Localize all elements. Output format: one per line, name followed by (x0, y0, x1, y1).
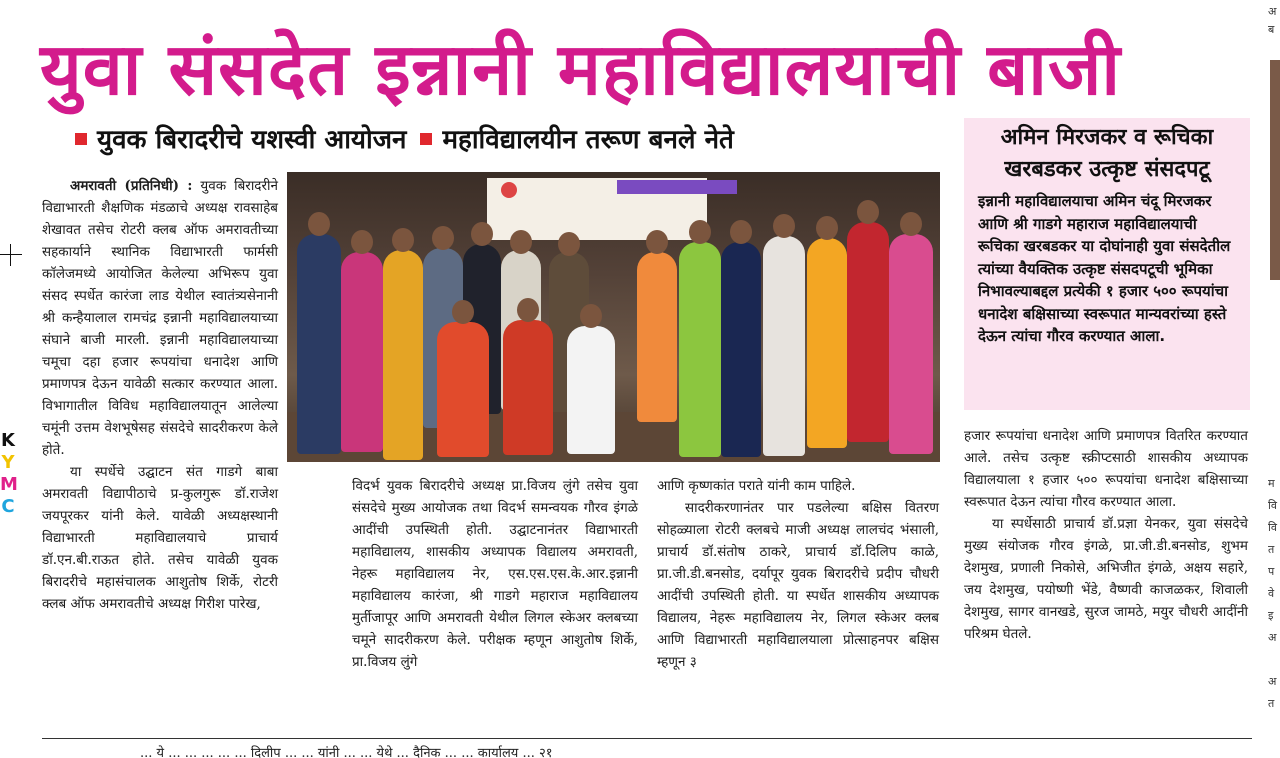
person-figure (679, 242, 721, 457)
registration-mark-icon (0, 244, 22, 266)
person-figure (637, 252, 677, 422)
subheadline (75, 120, 955, 160)
headline: युवा संसदेत इन्नानी महाविद्यालयाची बाजी (40, 27, 1122, 111)
paragraph: विदर्भ युवक बिरादरीचे अध्यक्ष प्रा.विजय लुंगे तसेच युवा संसदेचे मुख्य आयोजक तथा विदर्भ समन्वयक गौरव इंगळे आदींची उपस्थिती होती. उद्घाटनानंतर विद्याभारती महाविद्यालय, शासकीय अध्यापक विद्यालय अमरावती, नेहरू महाविद्यालय नेर, एस.एस.एस.के.आर.इन्नानी महाविद्यालय कारंजा, श्री गाडगे महाराज महाविद्यालय मुर्तीजापूर आणि अमरावती येथील लिगल स्केअर क्लबच्या चमूने सादरीकरण केले. परीक्षक म्हणून आशुतोष शिर्के, प्रा.विजय लुंगे (352, 478, 638, 670)
person-head (558, 232, 580, 256)
cmyk-letter: K (1, 430, 15, 451)
person-head (900, 212, 922, 236)
sidebar-box (964, 118, 1250, 410)
paragraph: युवक बिरादरीने विद्याभारती शैक्षणिक मंडळाचे अध्यक्ष रावसाहेब शेखावत तसेच रोटरी क्लब ऑफ अमरावतीच्या सहकार्याने स्थानिक विद्याभारती फार्मसी कॉलेजमध्ये आयोजित केलेल्या अभिरूप युवा संसद स्पर्धेत कारंजा लाड येथील स्वातंत्र्यसेनानी श्री कन्हैयालाल रामचंद्र इन्नानी महाविद्यालयाच्या संघाने बाजी मारली. इन्नानी महाविद्यालयाच्या चमूचा दहा हजार रूपयांचा धनादेश आणि प्रमाणपत्र देऊन यावेळी सत्कार करण्यात आला. विभागातील विविध महाविद्यालयातून आलेल्या चमूंनी उत्तम वेशभूषेसह संसदेचे सादरीकरण केले होते. (42, 178, 278, 458)
person-head (392, 228, 414, 252)
article-column-1 (42, 175, 278, 615)
person-head (517, 298, 539, 322)
adjacent-text-line: प (1268, 565, 1275, 578)
sidebar-body: इन्नानी महाविद्यालयाचा अमिन चंदू मिरजकर आणि श्री गाडगे महाराज महाविद्यालयाची रूचिका खरबडकर या दोघांनाही युवा संसदेतील त्यांच्या वैयक्तिक उत्कृष्ट संसदपटूची भूमिका निभावल्याबद्दल प्रत्येकी १ हजार ५०० रूपयांचा धनादेश बक्षिसाच्या स्वरूपात मान्यवरांच्या हस्ते देऊन त्यांचा गौरव करण्यात आला. (978, 192, 1231, 345)
person-head (689, 220, 711, 244)
person-head (308, 212, 330, 236)
adjacent-text-line: ब (1268, 23, 1275, 36)
subheadline-2: महाविद्यालयीन तरूण बनले नेते (442, 125, 734, 155)
person-figure (503, 320, 553, 455)
paragraph: हजार रूपयांचा धनादेश आणि प्रमाणपत्र वितरित करण्यात आले. तसेच उत्कृष्ट स्क्रीप्टसाठी शासकीय अध्यापक विद्यालयाला १ हजार ५०० रूपयांचा धनादेश बक्षिसाच्या स्वरूपात देऊन त्यांचा गौरव करण्यात आला. (964, 428, 1248, 510)
person-figure (567, 326, 615, 454)
person-head (452, 300, 474, 324)
person-figure (807, 238, 847, 448)
dateline: अमरावती (प्रतिनिधी) : (70, 178, 193, 194)
article-column-2 (352, 475, 638, 673)
person-figure (889, 234, 933, 454)
person-figure (763, 236, 805, 456)
person-head (432, 226, 454, 250)
person-figure (437, 322, 489, 457)
adjacent-text-line: म (1268, 477, 1275, 490)
paragraph: या स्पर्धेचे उद्घाटन संत गाडगे बाबा अमरावती विद्यापीठाचे प्र-कुलगुरू डॉ.राजेश जयपूरकर यांनी केले. यावेळी अध्यक्षस्थानी विद्याभारती महाविद्यालयाचे प्राचार्य डॉ.एन.बी.राऊत होते. तसेच यावेळी युवक बिरादरीचे महासंचालक आशुतोष शिर्के, रोटरी क्लब ऑफ अमरावतीचे अध्यक्ष गिरीश पारेख, (42, 464, 278, 612)
paragraph: आणि कृष्णकांत पराते यांनी काम पाहिले. (657, 478, 856, 494)
adjacent-text-line: वे (1268, 587, 1275, 600)
red-square-bullet-icon (420, 133, 432, 145)
adjacent-text-line: त (1268, 543, 1275, 556)
adjacent-text-line: वि (1268, 499, 1277, 512)
bottom-rule (42, 738, 1252, 739)
footer-line: ... ये ... ... ... ... ... दिलीप ... ... यांनी ... ... येथे ... दैनिक ... ... कार्यालय ... २१ (140, 746, 553, 758)
cmyk-letter: M (0, 474, 18, 495)
adjacent-photo (1270, 60, 1280, 280)
person-head (773, 214, 795, 238)
person-figure (383, 250, 423, 460)
sidebar-title: अमिन मिरजकर व रूचिका खरबडकर उत्कृष्ट संसदपटू (1000, 125, 1214, 182)
adjacent-text-line: अ (1268, 5, 1277, 18)
cmyk-letter: Y (1, 452, 15, 473)
paragraph: या स्पर्धेसाठी प्राचार्य डॉ.प्रज्ञा येनकर, युवा संसदेचे मुख्य संयोजक गौरव इंगळे, प्रा.जी.डी.बनसोड, शुभम देशमुख, प्रणाली निकोसे, अभिजीत इंगळे, अक्षय सहारे, जय देशमुख, पयोष्णी भेंडे, वैष्णवी काजळकर, शिवाली देशमुख, सागर वानखडे, सुरज जामठे, मयुर चौधरी आदींनी परिश्रम घेतले. (964, 516, 1248, 642)
paragraph: सादरीकरणानंतर पार पडलेल्या बक्षिस वितरण सोहळ्याला रोटरी क्लबचे माजी अध्यक्ष लालचंद भंसाली, प्राचार्य डॉ.संतोष ठाकरे, प्राचार्य डॉ.दिलिप काळे, प्रा.जी.डी.बनसोड, दर्यापूर युवक बिरादरीचे प्रदीप चौधरी आदींची उपस्थिती होती. या स्पर्धेत शासकीय अध्यापक विद्यालय, नेहरू महाविद्यालय नेर, लिगल स्केअर क्लब आणि विद्याभारती महाविद्यालयाला प्रोत्साहनपर बक्षिस म्हणून ३ (657, 500, 939, 670)
person-figure (341, 252, 383, 452)
adjacent-text-line: अ (1268, 675, 1277, 688)
event-photo (287, 172, 940, 462)
adjacent-article-strip (1268, 0, 1280, 756)
person-head (580, 304, 602, 328)
person-figure (847, 222, 889, 442)
person-head (816, 216, 838, 240)
adjacent-text-line: इ (1268, 609, 1274, 622)
subheadline-1: युवक बिरादरीचे यशस्वी आयोजन (97, 125, 407, 155)
person-head (857, 200, 879, 224)
cmyk-letter: C (1, 496, 15, 517)
adjacent-text-line: वि (1268, 521, 1277, 534)
red-square-bullet-icon (75, 133, 87, 145)
person-head (730, 220, 752, 244)
adjacent-text-line: त (1268, 697, 1275, 710)
adjacent-text-line: अ (1268, 631, 1277, 644)
person-head (510, 230, 532, 254)
photo-banner-band (617, 180, 737, 194)
person-head (471, 222, 493, 246)
person-head (646, 230, 668, 254)
person-head (351, 230, 373, 254)
article-column-4 (964, 425, 1248, 645)
logo-icon (501, 182, 517, 198)
person-figure (297, 234, 341, 454)
cmyk-color-bar (0, 430, 16, 518)
person-figure (721, 242, 761, 457)
article-column-3 (657, 475, 939, 673)
